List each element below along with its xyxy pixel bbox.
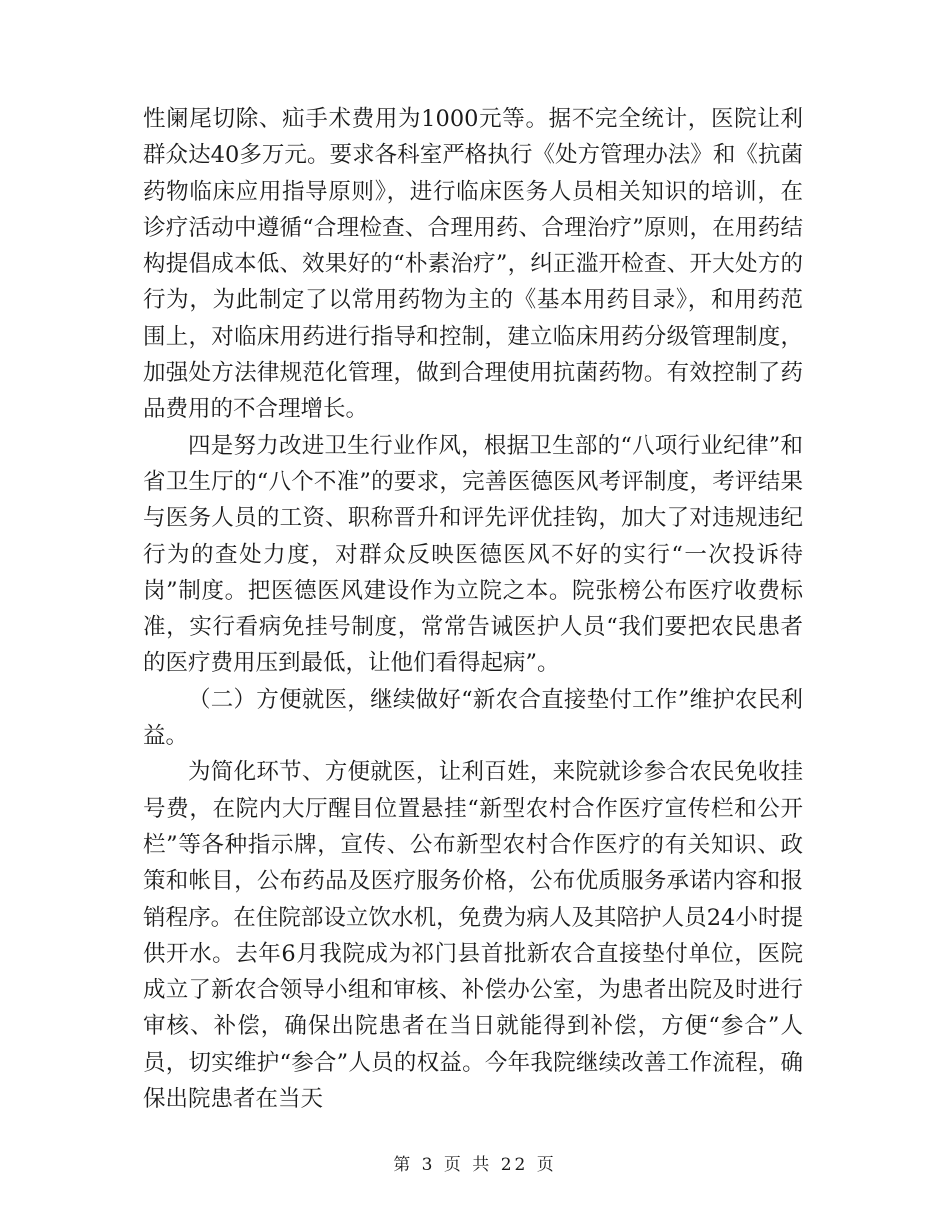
page-number-footer: 第 3 页 共 22 页 [393, 1155, 557, 1175]
document-body [143, 101, 803, 1117]
section-heading: （二）方便就医，继续做好“新农合直接垫付工作”维护农民利益。 [143, 686, 803, 750]
body-paragraph-3: 为简化环节、方便就医，让利百姓，来院就诊参合农民免收挂号费，在院内大厅醒目位置悬挂“新型农村合作医疗宣传栏和公开栏”等各种指示牌，宣传、公布新型农村合作医疗的有关知识、政策和帐目，公布药品及医疗服务价格，公布优质服务承诺内容和报销程序。在住院部设立饮水机，免费为病人及其陪护人员24小时提供开水。去年6月我院成为祁门县首批新农合直接垫付单位，医院成立了新农合领导小组和审核、补偿办公室，为患者出院及时进行审核、补偿，确保出院患者在当日就能得到补偿，方便“参合”人员，切实维护“参合”人员的权益。今年我院继续改善工作流程，确保出院患者在当天 [143, 759, 803, 1113]
body-paragraph-1: 性阑尾切除、疝手术费用为1000元等。据不完全统计，医院让利群众达40多万元。要求各科室严格执行《处方管理办法》和《抗菌药物临床应用指导原则》，进行临床医务人员相关知识的培训，在诊疗活动中遵循“合理检查、合理用药、合理治疗”原则，在用药结构提倡成本低、效果好的“朴素治疗”，纠正滥开检查、开大处方的行为，为此制定了以常用药物为主的《基本用药目录》，和用药范围上，对临床用药进行指导和控制，建立临床用药分级管理制度，加强处方法律规范化管理，做到合理使用抗菌药物。有效控制了药品费用的不合理增长。 [143, 106, 803, 423]
body-paragraph-2: 四是努力改进卫生行业作风，根据卫生部的“八项行业纪律”和省卫生厅的“八个不准”的要求，完善医德医风考评制度，考评结果与医务人员的工资、职称晋升和评先评优挂钩，加大了对违规违纪行为的查处力度，对群众反映医德医风不好的实行“一次投诉待岗”制度。把医德医风建设作为立院之本。院张榜公布医疗收费标准，实行看病免挂号制度，常常告诫医护人员“我们要把农民患者的医疗费用压到最低，让他们看得起病”。 [143, 432, 803, 677]
